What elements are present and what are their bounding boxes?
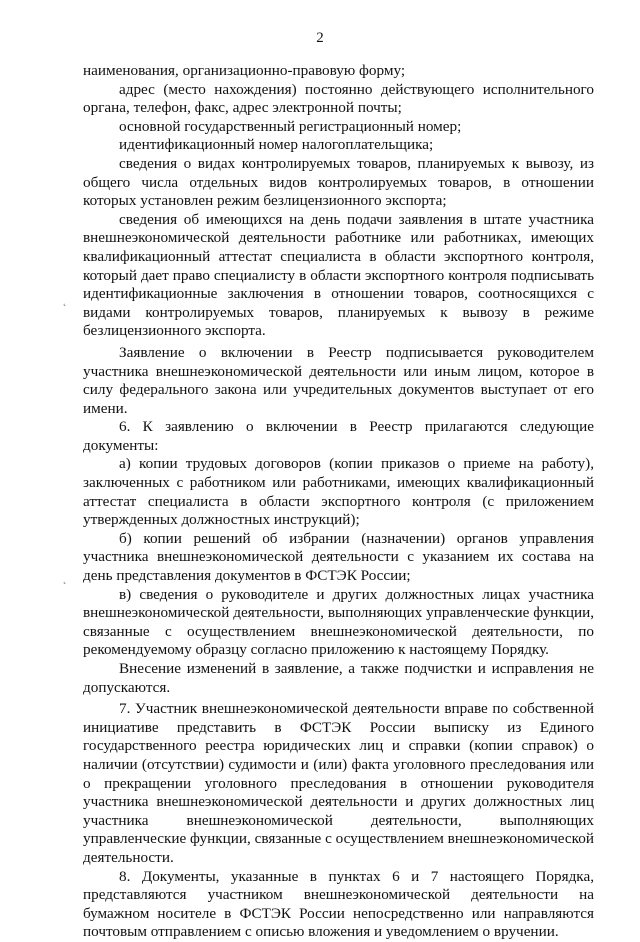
scan-mark: ˛ bbox=[63, 295, 67, 307]
paragraph-13: 7. Участник внешнеэкономической деятельности вправе по собственной инициативе представить в ФСТЭК России выписку из Единого государственного реестра юридических лиц и справки (копии справок) о наличии (отсутствии) судимости и (или) факта уголовного преследования или о прекращении уголовного преследования в отношении руководителя участника внешнеэкономической деятельности и других должностных лиц участника внешнеэкономической деятельности, выполняющих управленческие функции, связанные с осуществлением внешнеэкономической деятельности. bbox=[83, 700, 594, 866]
paragraph-14: 8. Документы, указанные в пунктах 6 и 7 настоящего Порядка, представляются участником внешнеэкономической деятельности на бумажном носителе в ФСТЭК России непосредственно или направляются почтовым отправлением с описью вложения и уведомлением о вручении. bbox=[83, 867, 594, 941]
scan-mark: ˛ bbox=[63, 573, 67, 585]
paragraph-8: 6. К заявлению о включении в Реестр прилагаются следующие документы: bbox=[83, 418, 594, 454]
paragraph-11: в) сведения о руководителе и других должностных лицах участника внешнеэкономической деятельности, выполняющих управленческие функции, связанные с осуществлением внешнеэкономической деятельности, по рекомендуемому образцу согласно приложению к настоящему Порядку. bbox=[83, 585, 594, 659]
paragraph-3: основной государственный регистрационный номер; bbox=[119, 117, 462, 135]
paragraph-12: Внесение изменений в заявление, а также подчистки и исправления не допускаются. bbox=[83, 660, 594, 696]
paragraph-4: идентификационный номер налогоплательщика; bbox=[119, 136, 434, 154]
paragraph-2: адрес (место нахождения) постоянно действующего исполнительного органа, телефон, факс, адрес электронной почты; bbox=[83, 80, 594, 117]
paragraph-9: а) копии трудовых договоров (копии приказов о приеме на работу), заключенных с работником или работниками, имеющих квалификационный аттестат специалиста в области экспортного контроля (с приложением утвержденных должностных инструкций); bbox=[83, 455, 594, 529]
paragraph-5: сведения о видах контролируемых товаров, планируемых к вывозу, из общего числа отдельных видов контролируемых товаров, в отношении которых установлен режим безлицензионного экспорта; bbox=[83, 154, 594, 210]
page-number: 2 bbox=[316, 30, 324, 46]
paragraph-7: Заявление о включении в Реестр подписывается руководителем участника внешнеэкономической деятельности или иным лицом, которое в силу федерального закона или учредительных документов выступает от его имени. bbox=[83, 343, 594, 417]
paragraph-6: сведения об имеющихся на день подачи заявления в штате участника внешнеэкономической деятельности работнике или работниках, имеющих квалификационный аттестат специалиста в области экспортного контроля, который дает право специалисту в области экспортного контроля подписывать идентификационные заключения в отношении товаров, соотносящихся с видами контролируемых товаров, планируемых к вывозу в режиме безлицензионного экспорта. bbox=[83, 210, 594, 340]
paragraph-10: б) копии решений об избрании (назначении) органов управления участника внешнеэкономической деятельности с указанием их состава на день представления документов в ФСТЭК России; bbox=[83, 529, 594, 585]
document-body bbox=[83, 62, 594, 942]
paragraph-1: наименования, организационно-правовую форму; bbox=[83, 62, 406, 79]
